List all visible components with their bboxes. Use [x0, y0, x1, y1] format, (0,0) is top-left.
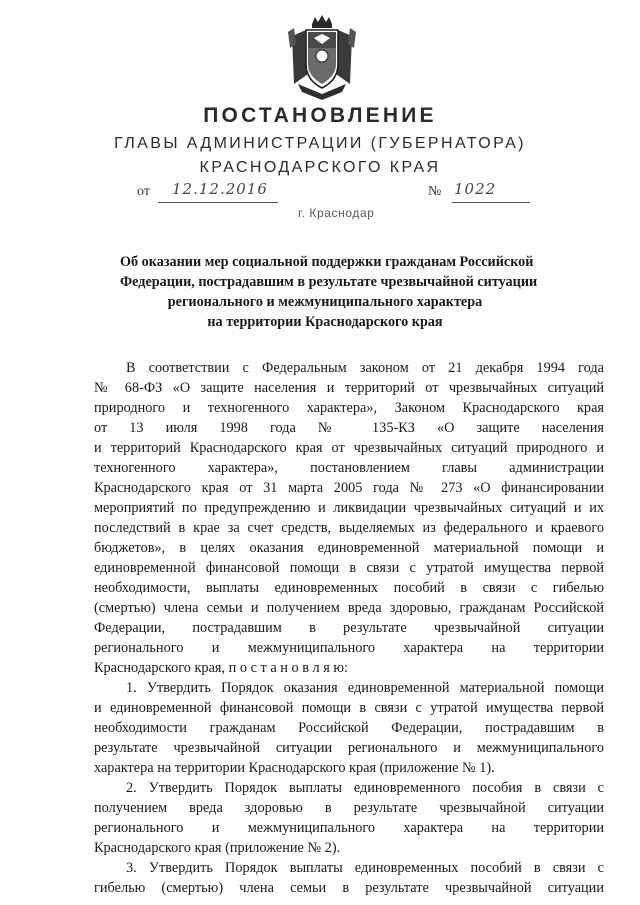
body-line: последствий в крае за счет средств, выделяемых из федерального и краевого — [94, 520, 604, 536]
subject-line: регионального и межмуниципального характера — [167, 294, 483, 310]
body-line: от 13 июля 1998 года № 135-КЗ «О защите населения — [94, 420, 604, 436]
city-name: г. Краснодар — [298, 206, 375, 220]
body-line: и единовременной финансовой помощи в связи с утратой имущества первой — [94, 700, 604, 716]
body-line: гибелью (смертью) члена семьи в результате чрезвычайной ситуации — [94, 880, 604, 896]
body-line: 3. Утвердить Порядок выплаты единовременных пособий в связи с — [126, 860, 604, 876]
body-line: № 68-ФЗ «О защите населения и территорий от чрезвычайных ситуаций — [94, 380, 604, 396]
body-line: мероприятий по предупреждению и ликвидации чрезвычайных ситуаций и их — [94, 500, 604, 516]
document-body — [94, 358, 604, 898]
body-line: В соответствии с Федеральным законом от 21 декабря 1994 года — [126, 360, 604, 376]
number-label: № — [428, 184, 442, 199]
subject-line: Об оказании мер социальной поддержки гражданам Российской — [120, 254, 534, 270]
document-subject — [120, 252, 538, 332]
body-line: необходимости гражданам Российской Федерации, пострадавшим в — [94, 720, 604, 736]
date-label: от — [137, 184, 150, 199]
body-line: 1. Утвердить Порядок оказания единовременной материальной помощи — [126, 680, 604, 696]
document-date: 12.12.2016 — [172, 180, 268, 198]
document-type-title: ПОСТАНОВЛЕНИЕ — [203, 104, 437, 127]
body-line: природного и техногенного характера», Законом Краснодарского края — [94, 400, 604, 416]
body-line: результате чрезвычайной ситуации регионального и межмуниципального — [94, 740, 604, 756]
body-line: Краснодарского края (приложение № 2). — [94, 840, 341, 856]
body-line: Федерации, пострадавшим в результате чрезвычайной ситуации — [94, 620, 604, 636]
body-line: необходимости, выплаты единовременных пособий в связи с гибелью — [94, 580, 604, 596]
region-title: КРАСНОДАРСКОГО КРАЯ — [199, 159, 441, 176]
body-line: Краснодарского края, п о с т а н о в л я ю: — [94, 660, 349, 676]
body-line: характера на территории Краснодарского края (приложение № 1). — [94, 760, 495, 776]
body-line: единовременной финансовой помощи в связи с утратой имущества первой — [94, 560, 604, 576]
body-line: Краснодарского края от 31 марта 2005 года № 273 «О финансировании — [94, 480, 604, 496]
body-line: (смертью) члена семьи и получением вреда здоровью, гражданам Российской — [94, 600, 604, 616]
body-line: регионального и межмуниципального характера на территории — [94, 640, 604, 656]
body-line: и территорий Краснодарского края от чрезвычайных ситуаций природного и — [94, 440, 604, 456]
subject-line: на территории Краснодарского края — [207, 314, 443, 330]
body-line: 2. Утвердить Порядок выплаты единовременного пособия в связи с — [126, 780, 604, 796]
date-underline — [158, 202, 278, 203]
body-line: регионального и межмуниципального характера на территории — [94, 820, 604, 836]
body-line: бюджетов», в целях оказания единовременной материальной помощи и — [94, 540, 604, 556]
subject-line: Федерации, пострадавшим в результате чрезвычайной ситуации — [120, 274, 538, 290]
coat-of-arms-icon — [284, 14, 360, 100]
issuer-title: ГЛАВЫ АДМИНИСТРАЦИИ (ГУБЕРНАТОРА) — [114, 135, 526, 152]
document-number: 1022 — [454, 180, 497, 198]
body-line: техногенного характера», постановлением главы администрации — [94, 460, 604, 476]
number-underline — [452, 202, 530, 203]
body-line: получением вреда здоровью в результате чрезвычайной ситуации — [94, 800, 604, 816]
